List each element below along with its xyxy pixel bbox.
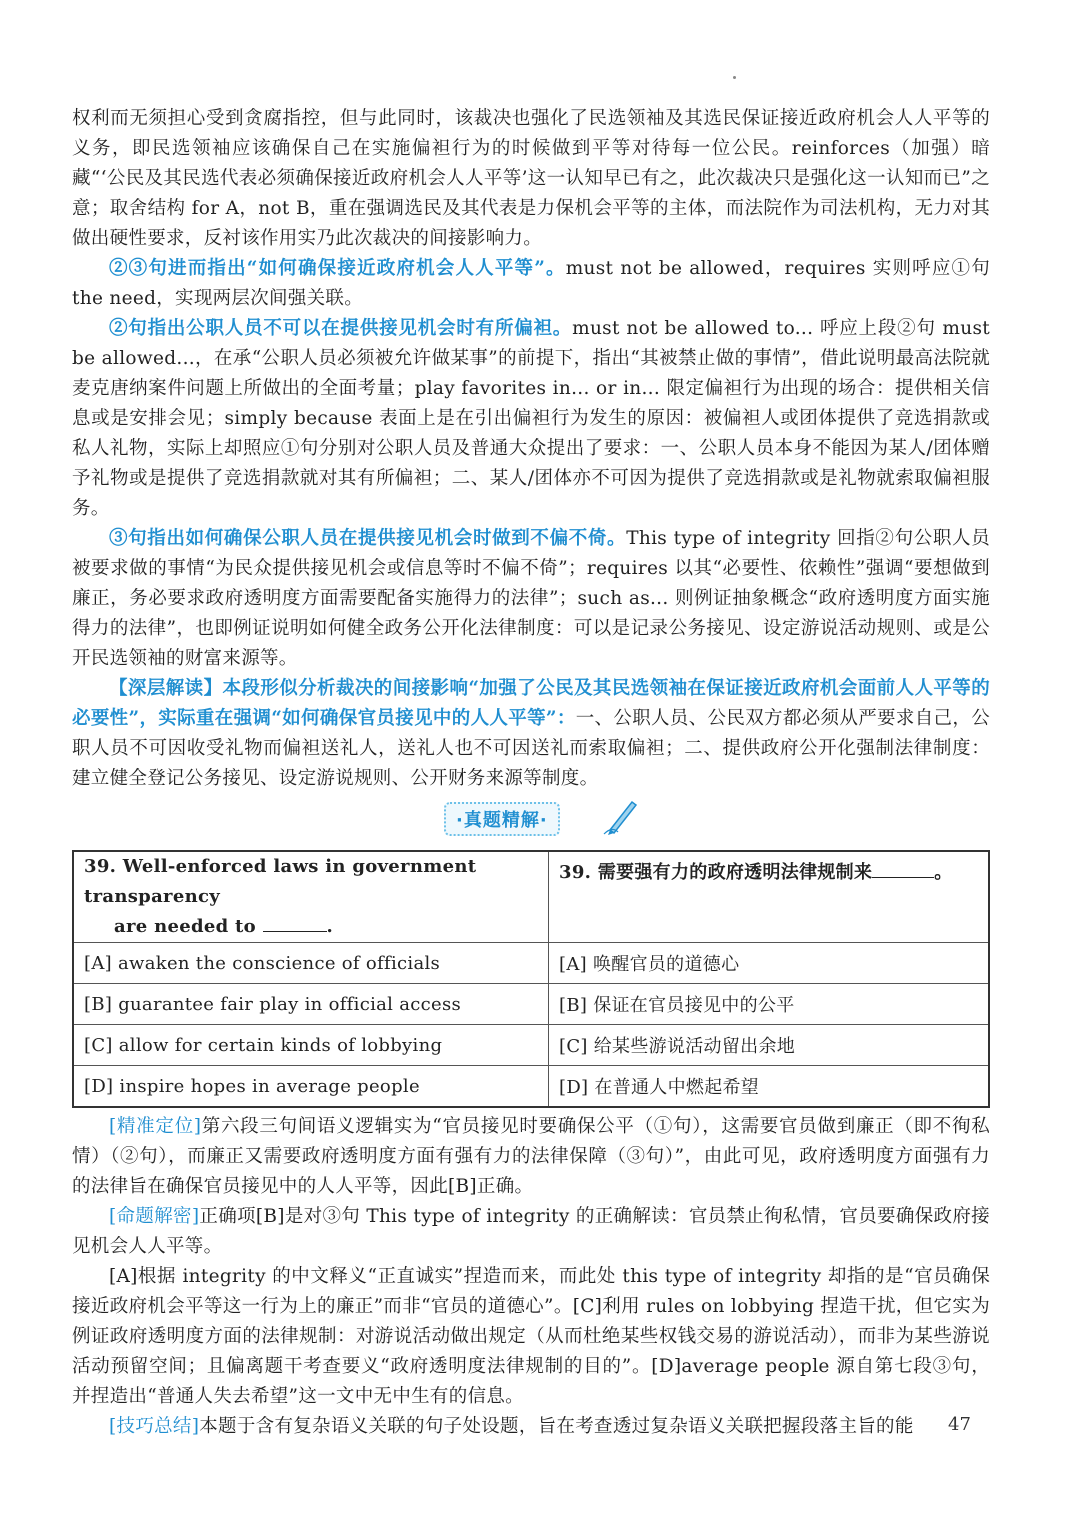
paragraph-deep-reading	[72, 674, 990, 794]
option-c-english: [C] allow for certain kinds of lobbying	[73, 1025, 549, 1066]
paragraph-text: 权利而无须担心受到贪腐指控，但与此同时，该裁决也强化了民选领袖及其选民保证接近政府机会人人平等的义务，即民选领袖应该确保自己在实施偏袒行为的时候做到平等对待每一位公民。reinforces（加强）暗藏“‘公民及其民选代表必须确保接近政府机会人人平等’这一认知早已有之，此次裁决只是强化这一认知而已”之意；取舍结构 for A，not B，重在强调选民及其代表是力保机会平等的主体，而法院作为司法机构，无力对其做出硬性要求，反衬该作用实乃此次裁决的间接影响力。	[72, 108, 990, 249]
paragraph-text: 本题于含有复杂语义关联的句子处设题，旨在考查透过复杂语义关联把握段落主旨的能	[199, 1416, 914, 1437]
answer-blank	[872, 877, 934, 878]
paragraph-precise-location	[72, 1112, 990, 1202]
paragraph-text: This type of integrity 回指②句公职人员被要求做的事情“为民众提供接见机会或信息等时不偏不倚”；requires 以其“必要性、依赖性”强调“要想做到廉正，务必要求政府透明度方面需要配备实施得力的法律”；such as... 则例证抽象概念“政府透明度方面实施得力的法律”，也即例证说明如何健全政务公开化法律制度：可以是记录公务接见、设定游说活动规则、或是公开民选领袖的财富来源等。	[72, 528, 990, 669]
question-table	[72, 850, 990, 1108]
option-a-english: [A] awaken the conscience of officials	[73, 943, 549, 984]
section-banner-label: ·真题精解·	[444, 802, 560, 836]
speck	[733, 76, 736, 79]
highlight-heading: ②③句进而指出“如何确保接近政府机会人人平等”。	[109, 258, 566, 279]
option-c-chinese: [C] 给某些游说活动留出余地	[549, 1025, 990, 1066]
highlight-heading: 【深层解读】本段形似分析裁决的间接影响“加强了公民及其民选领袖在保证接近政府机会面前人人平等的必要性”，实际重在强调“如何确保官员接见中的人人平等”：	[72, 678, 990, 729]
option-row-d	[73, 1066, 989, 1108]
label-precise-location: [精准定位]	[109, 1116, 202, 1137]
chinese-stem-end: 。	[934, 862, 953, 883]
english-stem-line-1: 39. Well-enforced laws in government transparency	[84, 856, 477, 907]
english-stem	[73, 851, 549, 943]
paragraph-text: must not be allowed，requires 实则呼应①句 the need，实现两层次间强关联。	[72, 258, 990, 309]
label-question-decode: [命题解密]	[109, 1206, 200, 1227]
option-row-c	[73, 1025, 989, 1066]
paragraph-skill-summary	[72, 1412, 990, 1442]
paragraph-question-decode	[72, 1202, 990, 1262]
english-stem-end: .	[326, 916, 334, 937]
paragraph-continued	[72, 104, 990, 254]
paragraph-text: 正确项[B]是对③句 This type of integrity 的正确解读：官员禁止徇私情，官员要确保政府接见机会人人平等。	[72, 1206, 990, 1257]
paragraph-analysis-sentence-2-3	[72, 254, 990, 314]
paragraph-analysis-sentence-2	[72, 314, 990, 524]
page-number: 47	[948, 1414, 971, 1435]
option-b-chinese: [B] 保证在官员接见中的公平	[549, 984, 990, 1025]
pen-icon	[602, 796, 642, 836]
page-content	[72, 104, 990, 1442]
paragraph-distractor-analysis	[72, 1262, 990, 1412]
option-a-chinese: [A] 唤醒官员的道德心	[549, 943, 990, 984]
chinese-stem	[549, 851, 990, 943]
option-b-english: [B] guarantee fair play in official access	[73, 984, 549, 1025]
option-row-a	[73, 943, 989, 984]
paragraph-analysis-sentence-3	[72, 524, 990, 674]
question-stem-row	[73, 851, 989, 943]
option-d-chinese: [D] 在普通人中燃起希望	[549, 1066, 990, 1108]
paragraph-text: 一、公职人员、公民双方都必须从严要求自己，公职人员不可因收受礼物而偏袒送礼人，送礼人也不可因送礼而索取偏袒；二、提供政府公开化强制法律制度：建立健全登记公务接见、设定游说规则、公开财务来源等制度。	[72, 708, 990, 789]
chinese-stem-text: 39. 需要强有力的政府透明法律规制来	[559, 862, 873, 883]
option-d-english: [D] inspire hopes in average people	[73, 1066, 549, 1108]
label-skill-summary: [技巧总结]	[109, 1416, 200, 1437]
paragraph-text: [A]根据 integrity 的中文释义“正直诚实”捏造而来，而此处 this type of integrity 却指的是“官员确保接近政府机会平等这一行为上的廉正”而非“官员的道德心”。[C]利用 rules on lobbying 捏造干扰，但它实为例证政府透明度方面的法律规制：对游说活动做出规定（从而杜绝某些权钱交易的游说活动），而非为某些游说活动预留空间；且偏离题干考查要义“政府透明度法律规制的目的”。[D]average people 源自第七段③句，并捏造出“普通人失去希望”这一文中无中生有的信息。	[72, 1266, 990, 1407]
section-banner	[72, 796, 990, 848]
english-stem-line-2: are needed to	[114, 916, 256, 937]
highlight-heading: ②句指出公职人员不可以在提供接见机会时有所偏袒。	[109, 318, 573, 339]
paragraph-text: 第六段三句间语义逻辑实为“官员接见时要确保公平（①句），这需要官员做到廉正（即不徇私情）（②句），而廉正又需要政府透明度方面有强有力的法律保障（③句）”，由此可见，政府透明度方面强有力的法律旨在确保官员接见中的人人平等，因此[B]正确。	[72, 1116, 990, 1197]
answer-blank	[263, 931, 327, 932]
paragraph-text: must not be allowed to... 呼应上段②句 must be allowed...，在承“公职人员必须被允许做某事”的前提下，指出“其被禁止做的事情”，借此说明最高法院就麦克唐纳案件问题上所做出的全面考量；play favorites in... or in... 限定偏袒行为出现的场合：提供相关信息或是安排会见；simply because 表面上是在引出偏袒行为发生的原因：被偏袒人或团体提供了竞选捐款或私人礼物，实际上却照应①句分别对公职人员及普通大众提出了要求：一、公职人员本身不能因为某人/团体赠予礼物或是提供了竞选捐款就对其有所偏袒；二、某人/团体亦不可因为提供了竞选捐款或是礼物就索取偏袒服务。	[72, 318, 991, 519]
highlight-heading: ③句指出如何确保公职人员在提供接见机会时做到不偏不倚。	[109, 528, 627, 549]
option-row-b	[73, 984, 989, 1025]
